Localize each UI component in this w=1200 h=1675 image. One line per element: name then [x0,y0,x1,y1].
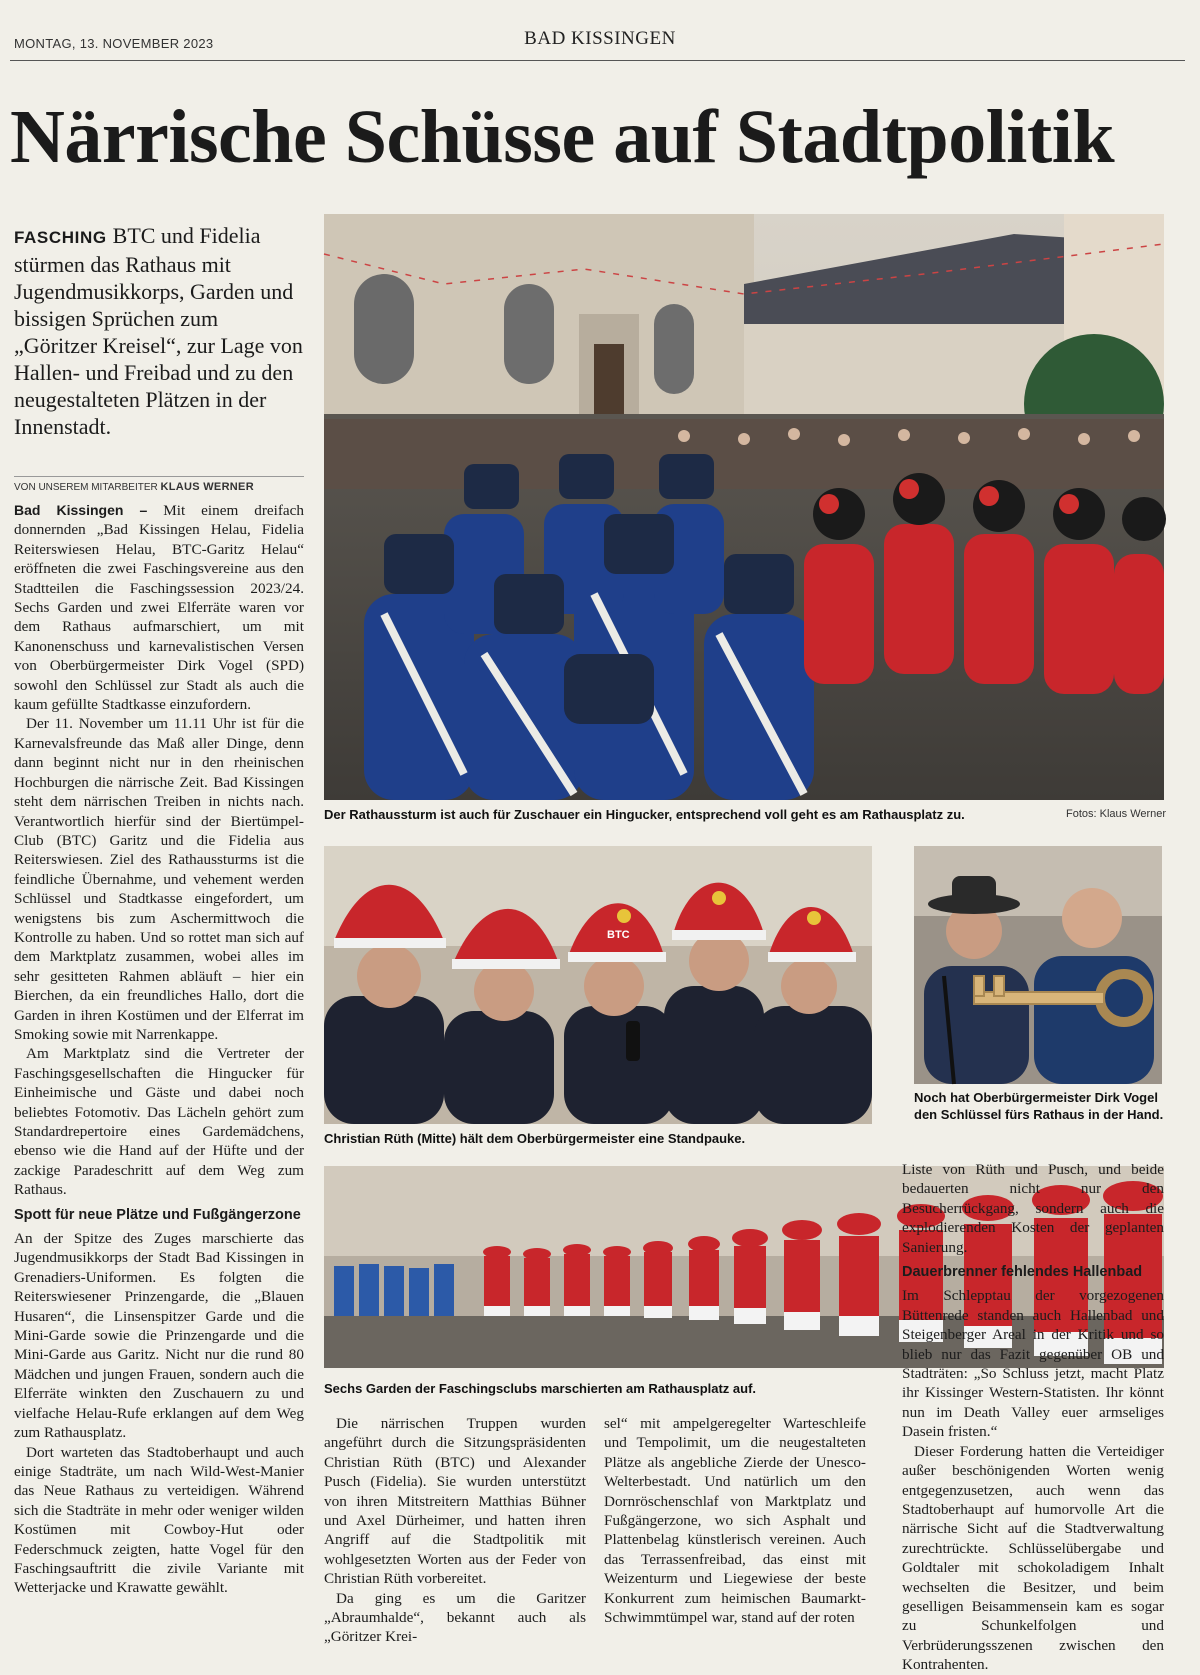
rueth-photo-caption: Christian Rüth (Mitte) hält dem Oberbürgermeister eine Standpauke. [324,1131,746,1146]
paragraph: Am Marktplatz sind die Vertreter der Faschingsgesellschaften die Hingucker für Einheimische und Gäste und dabei noch beliebtes Fotomotiv. Das Lächeln gehört zum Standardrepertoire eines Gardemädchens, ebenso wie die Hand auf der Hüfte und der zackige Paradeschritt auf dem Weg zum Rathaus. [14,1045,304,1199]
paragraph: Die närrischen Truppen wurden angeführt durch die Sitzungspräsidenten Christian Rüth (BTC) und Alexander Pusch (Fidelia). Sie wurden unterstützt von ihren Mitstreitern Matthias Bühner und Axel Dürheimer, und hatten ihren Angriff auf die Stadtpolitik mit wohlgesetzten Worten aus der Feder von Christian Rüth vorbereitet. [324,1415,586,1588]
main-photo-caption: Der Rathaussturm ist auch für Zuschauer ein Hingucker, entsprechend voll geht es am Rathausplatz zu. [324,807,965,822]
paragraph: Der 11. November um 11.11 Uhr ist für die Karnevalsfreunde das Maß aller Dinge, denn dann beginnt nicht nur in den rheinischen Hochburgen die närrische Zeit. Bad Kissingen steht dem närrischen Treiben in nichts nach. Verantwortlich hierfür sind der Biertümpel-Club (BTC) Garitz und die Fidelia aus Reiterswiesen. Ziel des Rathaussturms ist die feindliche Übernahme, und vehement werden Schlüssel und Stadtkasse eingefordert, um wenigstens bis zum Aschermittwoch die Kontrolle zu haben. Und so rottet man sich auf dem Marktplatz zusammen, wobei alles im sehr gesitteten Rahmen abläuft – hier ein Bierchen, da ein freundliches Hallo, dort die Garden in ihren Kostümen und der Elferrat im Smoking sowie mit Narrenkappe. [14,715,304,1043]
byline-prefix: VON UNSEREM MITARBEITER [14,482,158,493]
key-photo-caption: Noch hat Oberbürgermeister Dirk Vogel den Schlüssel fürs Rathaus in der Hand. [914,1090,1164,1122]
garden-photo-caption: Sechs Garden der Faschingsclubs marschierten am Rathausplatz auf. [324,1381,757,1396]
paragraph: Dieser Forderung hatten die Verteidiger außer beschönigenden Worten wenig entgegenzusetzen, auch wenn das Stadtoberhaupt auf humorvolle Art die närrische Sicht auf die Stadtverwaltung zurechtrückte. Schlüsselübergabe und Goldtaler mit schokoladigem Inhalt wechselten die Besitzer, und beim geselligen Beisammensein kam es sogar zu Schunkelfolgen und Verbrüderungsszenen zwischen den Kontrahenten. [902,1442,1164,1674]
paragraph: Liste von Rüth und Pusch, und beide bedauerten nicht nur den Besucherrückgang, sondern auch die explodierenden Kosten der geplanten Sanierung. [902,1161,1164,1256]
rathaussturm-photo-illustration [324,214,1164,800]
paragraph: Bad Kissingen – Mit einem dreifach donnernden „Bad Kissingen Helau, Fidelia Reiterswiesen Helau, BTC-Garitz Helau“ eröffneten die zwei Faschingsvereine aus den Stadtteilen die Faschingssession 2023/24. Sechs Garden und zwei Elferräte waren vor dem Rathaus aufmarschiert, um mit Kanonenschuss und karnevalistischen Versen von Oberbürgermeister Dirk Vogel (SPD) sowohl den Schlüssel zur Stadt als auch die kaum gefüllte Stadtkasse einzufordern. [14,502,305,714]
paragraph: An der Spitze des Zuges marschierte das Jugendmusikkorps der Stadt Bad Kissingen in Grenadiers-Uniformen. Es folgten die Reiterswiesener Prinzengarde, die „Blauen Husaren“, die Linsenspitzer Garde und die Mini-Garde sowie die Prinzengarde und die Mini-Garde aus Garitz. Nicht nur die rund 80 Mädchen und jungen Frauen, sondern auch die Elferräte winkten den Zuschauern zu und vielfache Helau-Rufe erklangen auf dem Weg zum Rathausplatz. [14,1230,304,1442]
key-handover-illustration [914,846,1162,1084]
article-column-2 [324,1414,586,1646]
paragraph: sel“ mit ampelgeregelter Warteschleife und Tempolimit, um die neugestalteten Plätze als angebliche Zierde der Unesco-Welterbestadt. Und natürlich um den Dornröschenschlaf von Marktplatz und Fußgängerzone, wo sich Asphalt und Plattenbelag künstlerisch vereinen. Auch das Terrassenfreibad, das einst mit Weizenturm und Liegewiese der beste Konkurrent zum heimischen Baumarkt-Schwimmtümpel war, stand auf der roten [604,1415,866,1627]
subheading: Dauerbrenner fehlendes Hallenbad [902,1264,1143,1281]
teaser-text: BTC und Fidelia stürmen das Rathaus mit Jugendmusikkorps, Garden und bissigen Sprüchen zum „Göritzer Kreisel“, zur Lage von Hallen- und Freibad und zu den neugestalteten Plätzen in der Innenstadt. [14,223,303,439]
dateline: Bad Kissingen – [14,502,148,518]
main-photo [324,214,1164,800]
issue-date: MONTAG, 13. NOVEMBER 2023 [14,36,214,51]
btc-hat-label: BTC [607,929,630,941]
paragraph: Da ging es um die Garitzer „Abraumhalde“, bekannt auch als „Göritzer Krei- [324,1589,586,1646]
byline [14,476,304,493]
article-column-4 [902,1160,1164,1674]
rueth-photo [324,846,872,1124]
headline: Närrische Schüsse auf Stadtpolitik [10,95,1115,179]
subheading: Spott für neue Plätze und Fußgängerzone [14,1206,301,1223]
key-photo [914,846,1162,1084]
article-column-3 [604,1414,866,1626]
teaser [14,222,304,440]
rueth-photo-illustration [324,846,872,1124]
header-rule [10,60,1185,61]
photo-credit: Fotos: Klaus Werner [1066,808,1167,820]
paragraph: Im Schlepptau der vorgezogenen Büttenrede standen auch Hallenbad und Steigenberger Areal in der Kritik und so blieb nur das Fazit gegenüber OB und Stadträten: „So Schluss jetzt, macht Platz ihr Kissinger Western-Statisten. Ihr könnt nun im Death Valley euer armseliges Dasein fristen.“ [902,1287,1164,1441]
section-title: BAD KISSINGEN [524,28,676,49]
article-column-1 [14,501,304,1627]
page-header [0,0,1200,58]
byline-name: KLAUS WERNER [160,481,254,493]
paragraph: Dort warteten das Stadtoberhaupt und auch einige Stadträte, um nach Wild-West-Manier das Neue Rathaus zu verteidigen. Während sich die Stadträte in mehr oder weniger wilden Kostümen mit Cowboy-Hut oder Federschmuck zeigten, hatte Vogel für den Faschingsauftritt die zivile Variante mit Wetterjacke und Krawatte gewählt. [14,1443,304,1597]
teaser-kicker: FASCHING [14,228,107,247]
